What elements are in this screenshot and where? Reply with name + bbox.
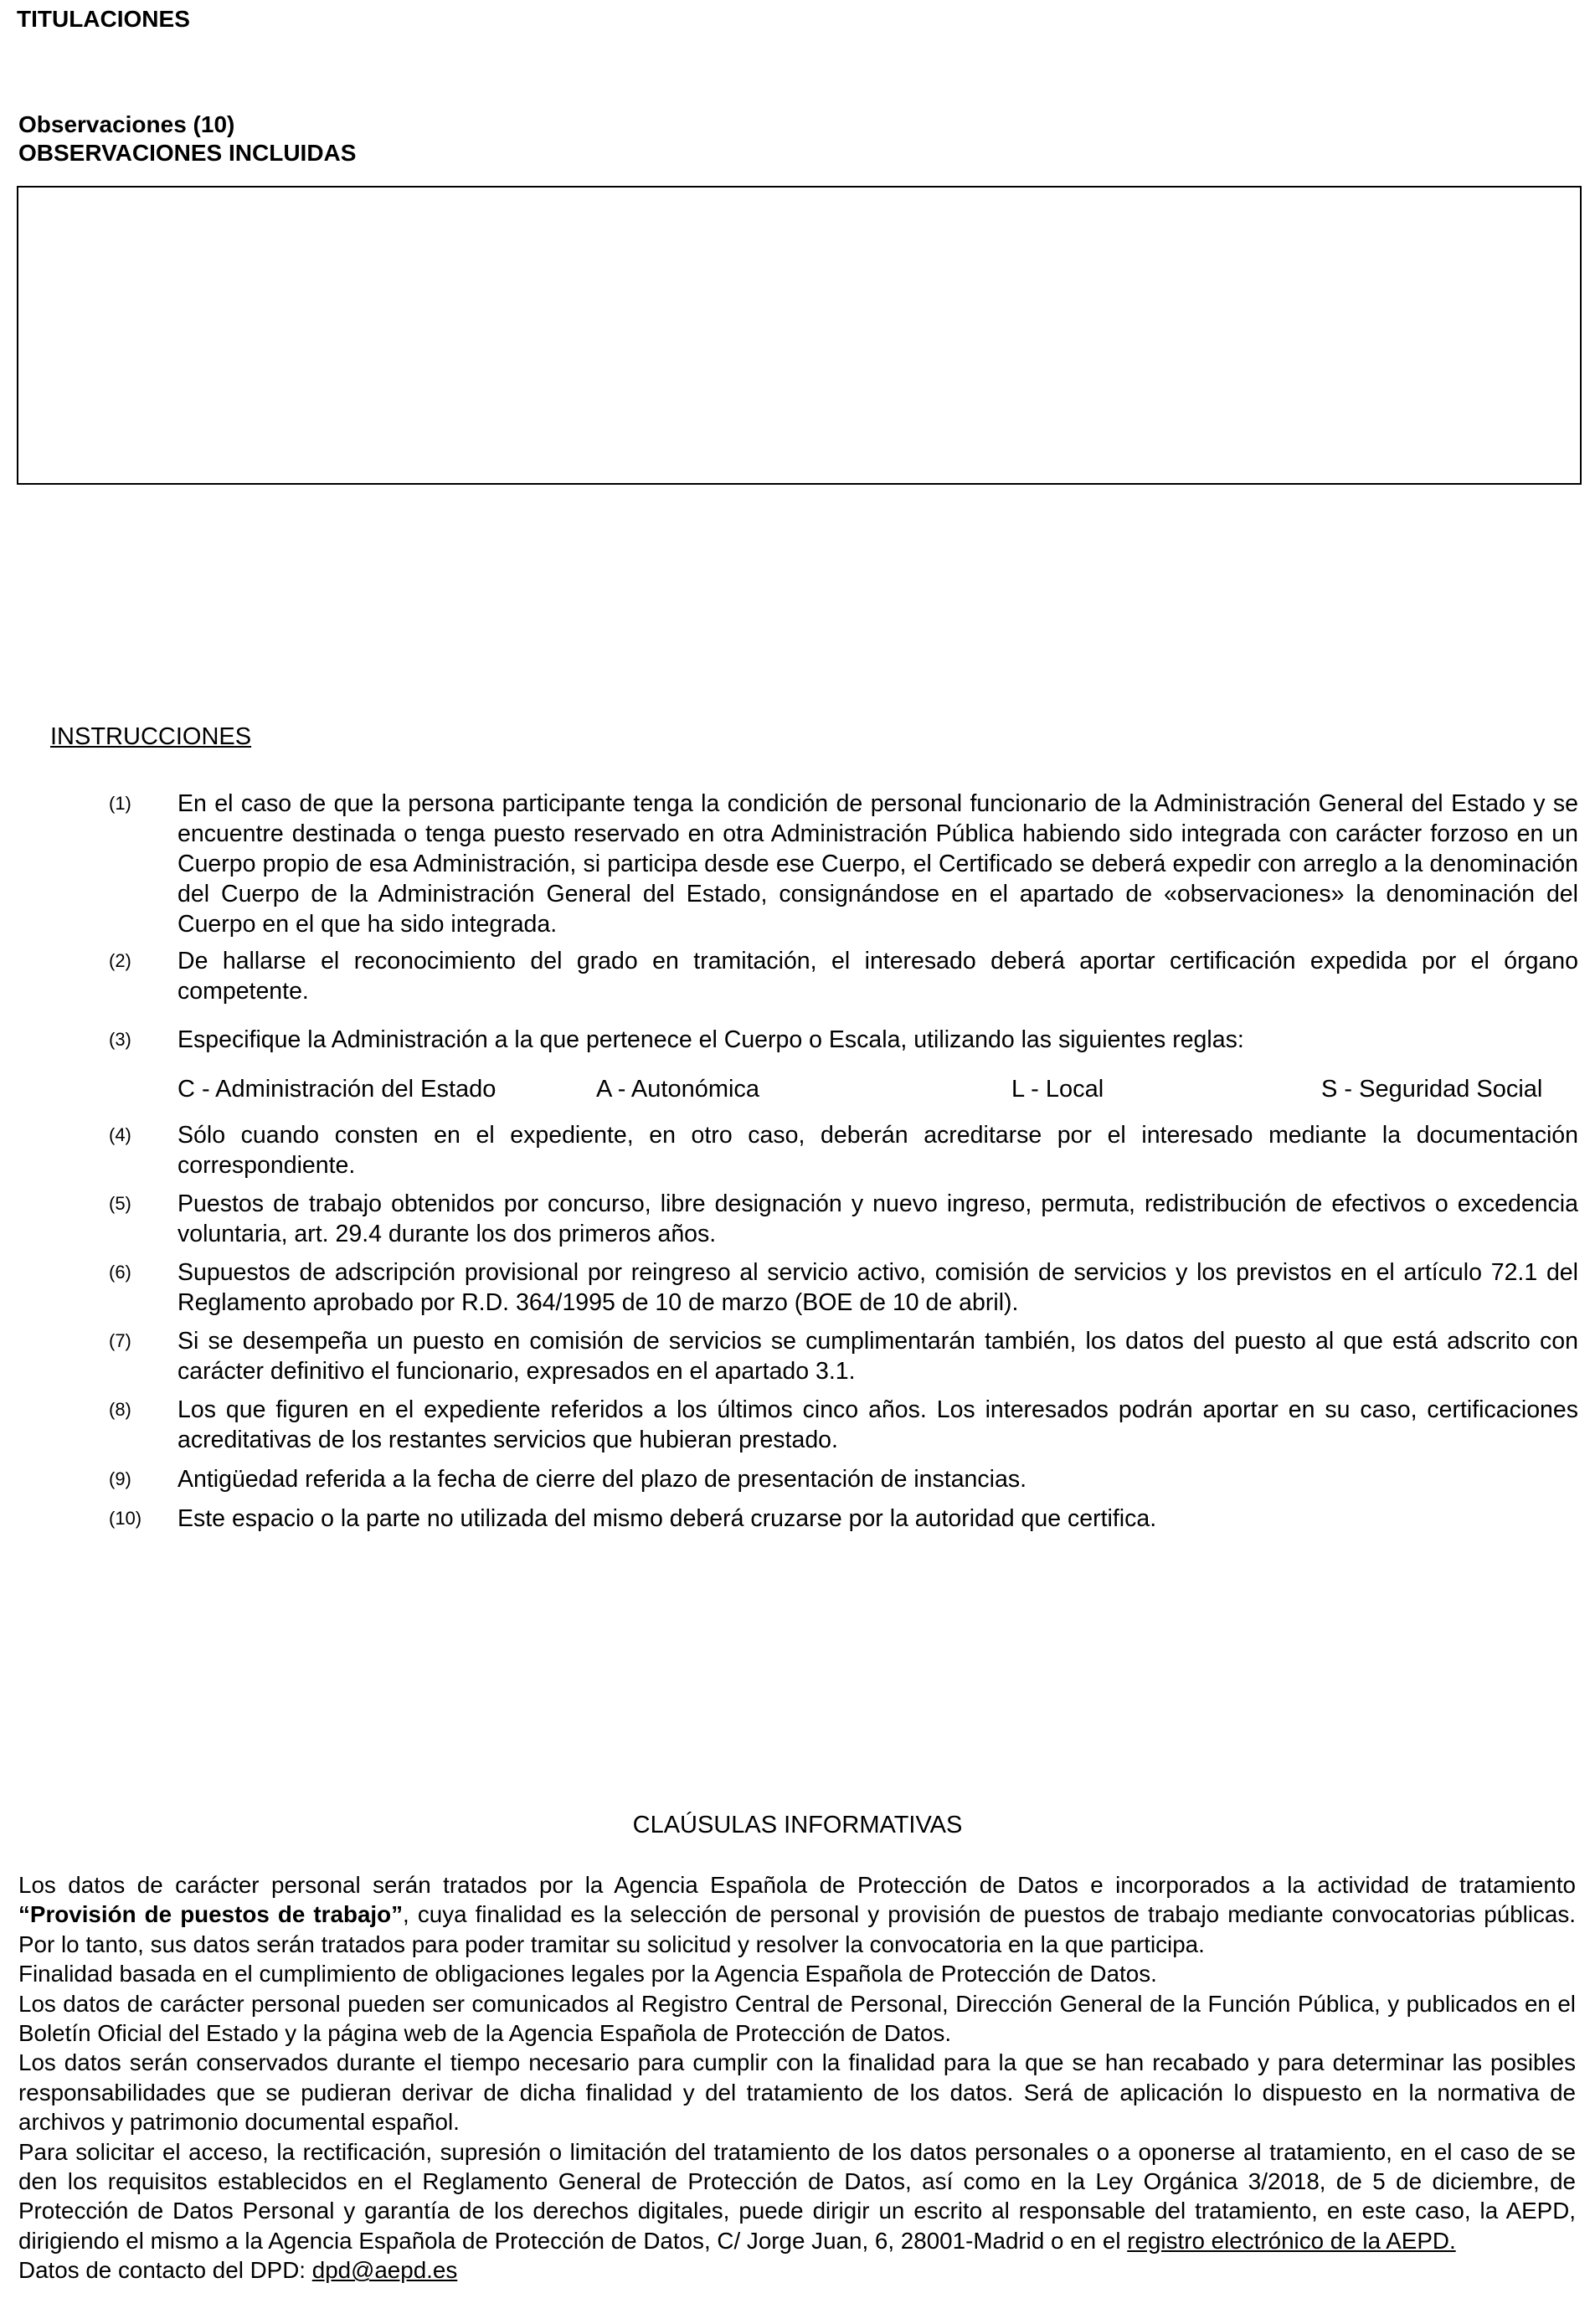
instruction-number: (3)	[109, 1029, 131, 1050]
instruction-text: Este espacio o la parte no utilizada del mismo deberá cruzarse por la autoridad que certifica.	[178, 1505, 1157, 1532]
instruction-10	[109, 1504, 1578, 1534]
instruction-4	[109, 1120, 1578, 1180]
instruction-number: (8)	[109, 1399, 131, 1420]
regla-a: A - Autonómica	[596, 1076, 760, 1103]
observaciones-box[interactable]	[17, 186, 1582, 485]
instruction-number: (7)	[109, 1330, 131, 1351]
regla-l: L - Local	[1011, 1076, 1104, 1103]
clausulas-body	[18, 1870, 1576, 2285]
instruction-9	[109, 1464, 1578, 1494]
instruction-text: Supuestos de adscripción provisional por reingreso al servicio activo, comisión de servicios y los previstos en el artículo 72.1 del Reglamento aprobado por R.D. 364/1995 de 10 de marzo (BOE de 10 de abril).	[178, 1259, 1578, 1316]
clausula-paragraph-3: Los datos de carácter personal pueden ser comunicados al Registro Central de Personal, Dirección General de la Función Pública, y publicados en el Boletín Oficial del Estado y la página web de la Agencia Española de Protección de Datos.	[18, 1990, 1576, 2047]
instruction-number: (1)	[109, 793, 131, 814]
instruction-text: Puestos de trabajo obtenidos por concurso, libre designación y nuevo ingreso, permuta, redistribución de efectivos o excedencia voluntaria, art. 29.4 durante los dos primeros años.	[178, 1190, 1578, 1247]
observaciones-incluidas-label: OBSERVACIONES INCLUIDAS	[18, 140, 357, 166]
instruction-text: En el caso de que la persona participante tenga la condición de personal funcionario de la Administración General del Estado y se encuentre destinada o tenga puesto reservado en otra Administración Pública habiendo sido integrada con carácter forzoso en un Cuerpo propio de esa Administración, si participa desde ese Cuerpo, el Certificado se deberá expedir con arreglo a la denominación del Cuerpo de la Administración General del Estado, consignándose en el apartado de «observaciones» la denominación del Cuerpo en el que ha sido integrada.	[178, 790, 1578, 938]
instruction-number: (9)	[109, 1468, 131, 1489]
clausula-paragraph-4: Los datos serán conservados durante el tiempo necesario para cumplir con la finalidad para la que se han recabado y para determinar las posibles responsabilidades que se pudieran derivar de dicha finalidad y del tratamiento de los datos. Será de aplicación lo dispuesto en la normativa de archivos y patrimonio documental español.	[18, 2049, 1576, 2136]
clausula-paragraph-2: Finalidad basada en el cumplimiento de obligaciones legales por la Agencia Española de Protección de Datos.	[18, 1961, 1157, 1987]
clausula-paragraph-1: Los datos de carácter personal serán tratados por la Agencia Española de Protección de Datos e incorporados a la actividad de tratamiento “Provisión de puestos de trabajo”, cuya finalidad es la selección de personal y provisión de puestos de trabajo mediante convocatorias públicas. Por lo tanto, sus datos serán tratados para poder tramitar su solicitud y resolver la convocatoria en la que participa.	[18, 1872, 1576, 1957]
instrucciones-title: INSTRUCCIONES	[50, 723, 252, 750]
regla-s: S - Seguridad Social	[1321, 1076, 1543, 1103]
observaciones-label: Observaciones (10)	[18, 111, 235, 137]
instruction-text: Si se desempeña un puesto en comisión de servicios se cumplimentarán también, los datos del puesto al que está adscrito con carácter definitivo el funcionario, expresados en el apartado 3.1.	[178, 1328, 1578, 1385]
instruction-6	[109, 1257, 1578, 1318]
titulaciones-heading: TITULACIONES	[17, 6, 190, 32]
registro-electronico-link[interactable]: registro electrónico de la AEPD.	[1127, 2227, 1456, 2254]
instruction-5	[109, 1189, 1578, 1249]
instruction-7	[109, 1326, 1578, 1386]
instruction-number: (6)	[109, 1262, 131, 1283]
instruction-number: (4)	[109, 1124, 131, 1145]
instruction-1	[109, 789, 1578, 939]
dpd-contact: Datos de contacto del DPD: dpd@aepd.es	[18, 2257, 458, 2284]
dpd-email-link[interactable]: dpd@aepd.es	[311, 2257, 458, 2284]
instruction-text: De hallarse el reconocimiento del grado en tramitación, el interesado deberá aportar certificación expedida por el órgano competente.	[178, 948, 1578, 1005]
instruction-text: Sólo cuando consten en el expediente, en otro caso, deberán acreditarse por el interesado mediante la documentación correspondiente.	[178, 1122, 1578, 1179]
instruction-3	[109, 1025, 1578, 1055]
instruction-number: (10)	[109, 1508, 142, 1529]
instruction-number: (5)	[109, 1193, 131, 1214]
instruction-8	[109, 1395, 1578, 1455]
instruction-text: Los que figuren en el expediente referidos a los últimos cinco años. Los interesados podrán aportar en su caso, certificaciones acreditativas de los restantes servicios que hubieran prestado.	[178, 1396, 1578, 1453]
instruction-2	[109, 946, 1578, 1006]
instruction-text: Especifique la Administración a la que pertenece el Cuerpo o Escala, utilizando las siguientes reglas:	[178, 1026, 1244, 1053]
clausulas-title: CLAÚSULAS INFORMATIVAS	[632, 1812, 963, 1838]
regla-c: C - Administración del Estado	[178, 1076, 497, 1103]
instruction-text: Antigüedad referida a la fecha de cierre del plazo de presentación de instancias.	[178, 1466, 1026, 1493]
clausula-paragraph-5: Para solicitar el acceso, la rectificación, supresión o limitación del tratamiento de los datos personales o a oponerse al tratamiento, en el caso de se den los requisitos establecidos en el Reglamento General de Protección de Datos, así como en la Ley Orgánica 3/2018, de 5 de diciembre, de Protección de Datos Personal y garantía de los derechos digitales, puede dirigir un escrito al responsable del tratamiento, en este caso, la AEPD, dirigiendo el mismo a la Agencia Española de Protección de Datos, C/ Jorge Juan, 6, 28001-Madrid o en el registro electrónico de la AEPD.	[18, 2138, 1576, 2254]
instruction-number: (2)	[109, 950, 131, 971]
